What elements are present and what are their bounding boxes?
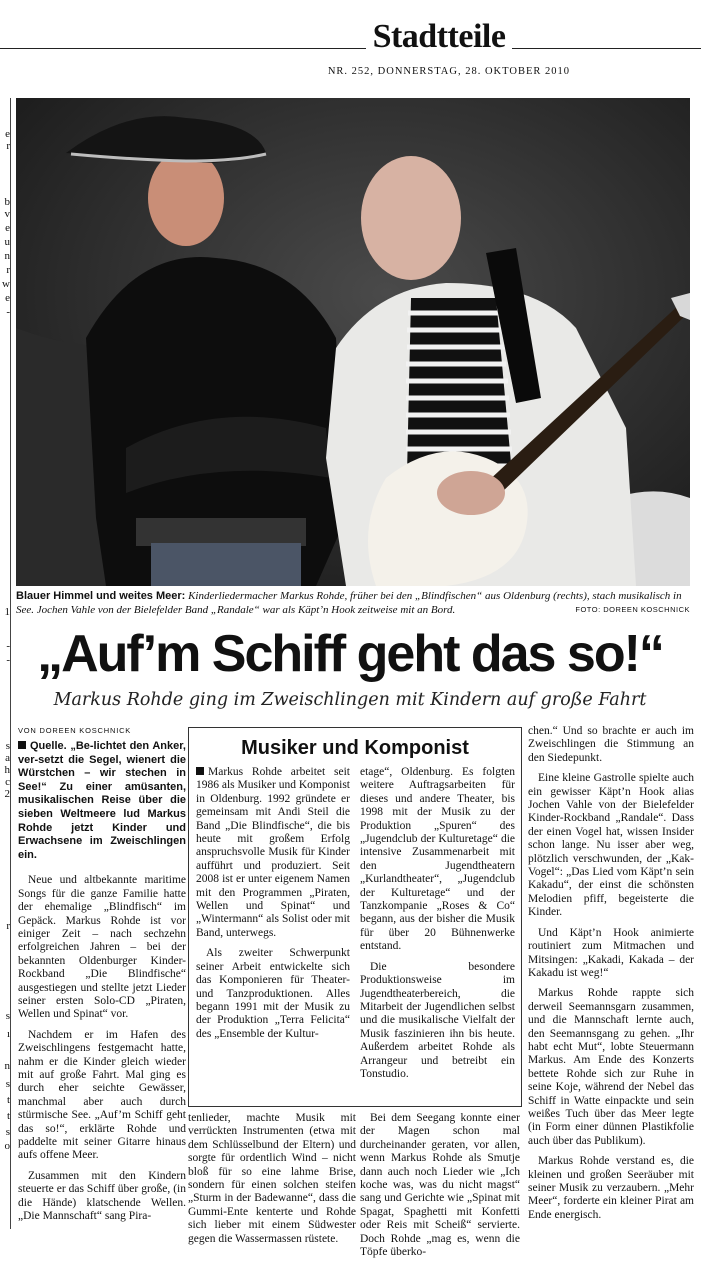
left-strip-fragment: s <box>5 1010 10 1022</box>
left-strip-fragment: r <box>6 140 10 152</box>
bullet-square-icon <box>196 767 204 775</box>
intro-paragraph: Quelle. „Be-lichtet den Anker, ver-setzt die Segel, wienert die Würstchen – wir stechen in See!“ Zu einer amüsanten, musikalischen Reise über die sieben Weltmeere lud Markus Rohde jetzt Kinder und Erwachsene im Zweischlingen ein. <box>18 740 186 861</box>
section-title: Stadtteile <box>372 18 506 55</box>
left-strip-fragment: s <box>5 1078 10 1090</box>
left-strip-fragment: s <box>5 1126 10 1138</box>
left-strip-fragment: - <box>6 306 10 318</box>
left-strip-fragment: c <box>5 776 10 788</box>
paragraph: Neue und altbekannte maritime Songs für die ganze Familie hatte der ehemalige „Blindfisch“ im Gepäck. Markus Rohde ist vor einiger Zeit – nach sechzehn erfolgreichen Jahren – bei der bekannten Oldenburger Kinder-Rockband „Die Blindfische“ ausgestiegen und stellte jetzt Lieder seiner ersten Solo-CD „Piraten, Wellen und Spinat“ vor. <box>18 874 186 1021</box>
article-column-3 <box>360 1112 520 1266</box>
paragraph: Als zweiter Schwerpunkt seiner Arbeit entwickelte sich das Komponieren für Theater- und Tanzproduktionen. Alles begann 1991 mit der Musik zu der Produktion „Terra Felicita“ des „Ensemble der Kultur- <box>196 947 350 1040</box>
paragraph: Eine kleine Gastrolle spielte auch ein gewisser Käpt’n Hook alias Jochen Vahle von der Bielefelder Kinder-Rockband „Randale“. Dass der einen Vogel hat, wissen Insider schon lange. Nu isser aber weg, plötzlich verschwunden, der „Kak-Vogel“: „Das Lied vom Käpt’n sein Kakadu“, der einst die schönsten Melodien pfiff, begeisterte die Kinder. <box>528 772 694 919</box>
article-photo <box>16 98 690 586</box>
left-strip-fragment: t <box>6 1110 10 1122</box>
left-strip-fragment: - <box>6 640 10 652</box>
bullet-square-icon <box>18 741 26 749</box>
issue-line: NR. 252, DONNERSTAG, 28. OKTOBER 2010 <box>327 66 570 77</box>
left-strip-fragment: n <box>4 250 10 262</box>
left-strip-fragment: n <box>4 1060 10 1072</box>
left-strip-fragment: e <box>5 128 10 140</box>
subheadline: Markus Rohde ging im Zweischlingen mit Kindern auf große Fahrt <box>53 690 647 710</box>
paragraph: tenlieder, machte Musik mit verrückten Instrumenten (etwa mit dem Schlüsselbund der Eltern) und sorgte für ordentlich Wind – nicht bloß für so eine lahme Brise, sondern für einen solchen steifen „Sturm in der Badewanne“, dass die Gummi-Ente kenterte und Rohde sich lieber mit einem Südwester gegen die Wassermassen rüstete. <box>188 1112 356 1245</box>
paragraph: Nachdem er im Hafen des Zweischlingens festgemacht hatte, nahm er die Kinder gleich wieder mit auf große Fahrt. Mal ging es durch eher seichte Gewässer, manchmal aber auch durch stürmische See. „Auf’m Schiff geht das so!“, erklärte Rohde und paddelte mit seiner Gitarre hinaus aufs offene Meer. <box>18 1028 186 1162</box>
left-strip-fragment: e <box>5 292 10 304</box>
byline: VON DOREEN KOSCHNICK <box>18 726 132 735</box>
left-column-divider <box>10 98 11 1229</box>
left-strip-fragment: b <box>4 196 10 208</box>
header-rule-left <box>0 48 366 49</box>
paragraph: Zusammen mit den Kindern steuerte er das Schiff über große, (in die Hände) klatschende Wellen. „Die Mannschaft“ sang Pira- <box>18 1169 186 1223</box>
article-column-1 <box>18 740 186 1231</box>
paragraph: Bei dem Seegang konnte einer der Magen schon mal durcheinander geraten, vor allen, wenn Markus Rohde als Smutje dann auch noch Lieder wie „Ich koche was, was du nicht magst“ sang und Gerichte wie „Spinat mit Spagat, Spaghetti mit Konfetti oder Reis mit Scheiß“ servierte. Doch Rohde „mag es, wenn die Töpfe überko- <box>360 1112 520 1259</box>
left-strip-fragment: v <box>4 208 10 220</box>
info-box-title: Musiker und Komponist <box>241 737 469 759</box>
paragraph: Und Käpt’n Hook animierte routiniert zum Mitmachen und Mitsingen: „Kakadi, Kakada – der Kakadu ist weg!“ <box>528 926 694 979</box>
left-strip-fragment: ı <box>6 1028 10 1040</box>
left-strip-fragment: r <box>6 264 10 276</box>
paragraph: Markus Rohde arbeitet seit 1986 als Musiker und Komponist in Oldenburg. 1992 gründete er gemeinsam mit Andi Steil die Band „Die Blindfische“, die bis heute mit großem Erfolg anspruchsvolle Musik für Kinder aufführt und produziert. Seit 2008 ist er unter eigenem Namen mit den Programmen „Piraten, Wellen und Spinat“ und „Wintermann“ als Solist oder mit Band, unterwegs. <box>196 766 350 939</box>
paragraph: chen.“ Und so brachte er auch im Zweischlingen die Stimmung an den Siedepunkt. <box>528 725 694 764</box>
caption-lead: Blauer Himmel und weites Meer: <box>16 590 186 602</box>
left-strip-fragment: 2 <box>4 788 10 800</box>
left-strip-fragment: 1 <box>4 606 10 618</box>
info-box-column-b <box>360 766 515 1088</box>
paragraph: etage“, Oldenburg. Es folgten weitere Auftragsarbeiten für dieses und andere Theater, bis 1998 mit der Musik zu der Produktion „Spuren“ des „Jugendclub der Kulturetage“ die intensive Zusammenarbeit mit den Jugendtheatern „Kurlandtheater“, „Jugendclub der Kulturetage“ und der Tanzkompanie „Roses & Co“ begann, aus der bisher die Musik für über 20 Bühnenwerke entstand. <box>360 766 515 953</box>
left-strip-fragment: u <box>4 236 10 248</box>
left-strip-fragment: w <box>2 278 10 290</box>
left-strip-fragment: r <box>6 920 10 932</box>
paragraph: Markus Rohde verstand es, die kleinen und großen Seeräuber mit seiner Musik zu verzaubern. „Mehr Meer“, forderte ein kleiner Pirat am Ende energisch. <box>528 1155 694 1221</box>
article-column-4 <box>528 725 694 1229</box>
left-strip-fragment: o <box>4 1140 10 1152</box>
left-strip-fragment: t <box>6 1094 10 1106</box>
photo-illustration <box>16 98 690 586</box>
article-column-2 <box>188 1112 356 1253</box>
paragraph: Markus Rohde rappte sich derweil Seemannsgarn zusammen, und die Mannschaft lernte auch, den Seemannsgang zu gehen. „Ihr habt echt Mut“, lobte Steuermann Markus. Am Ende des Konzerts bettete Rohde sich zur Ruhe in seine Koje, während der Nebel das Schiff in Watte einpackte und sein weißes Tuch über das Meer legte (in Form einer dünnen Plastikfolie auch über das Publikum). <box>528 987 694 1147</box>
caption-text: Kinderliedermacher Markus Rohde, früher bei den „Blindfischen“ aus Oldenburg (rechts), stach musikalisch in See. Jochen Vahle von der Bielefelder Band „Randale“ war als Käpt’n Hook zeitweise mit an Bord. <box>16 590 682 616</box>
left-strip-fragment: - <box>6 654 10 666</box>
left-strip-fragment: e <box>5 222 10 234</box>
header-rule-right <box>512 48 701 49</box>
left-strip-fragment: h <box>4 764 10 776</box>
paragraph: Die besondere Produktionsweise im Jugendtheaterbereich, die Mitarbeit der Jugendlichen selbst und die musikalische Vielfalt der Musik faszinieren ihn bis heute. Außerdem arbeitet Rohde als Arrangeur und betreibt ein Tonstudio. <box>360 960 515 1080</box>
info-box-column-a <box>196 766 350 1048</box>
left-strip-fragment: a <box>5 752 10 764</box>
left-strip-fragment: s <box>5 740 10 752</box>
headline: „Auf’m Schiff geht das so!“ <box>37 625 663 683</box>
photo-credit: FOTO: DOREEN KOSCHNICK <box>575 605 690 614</box>
